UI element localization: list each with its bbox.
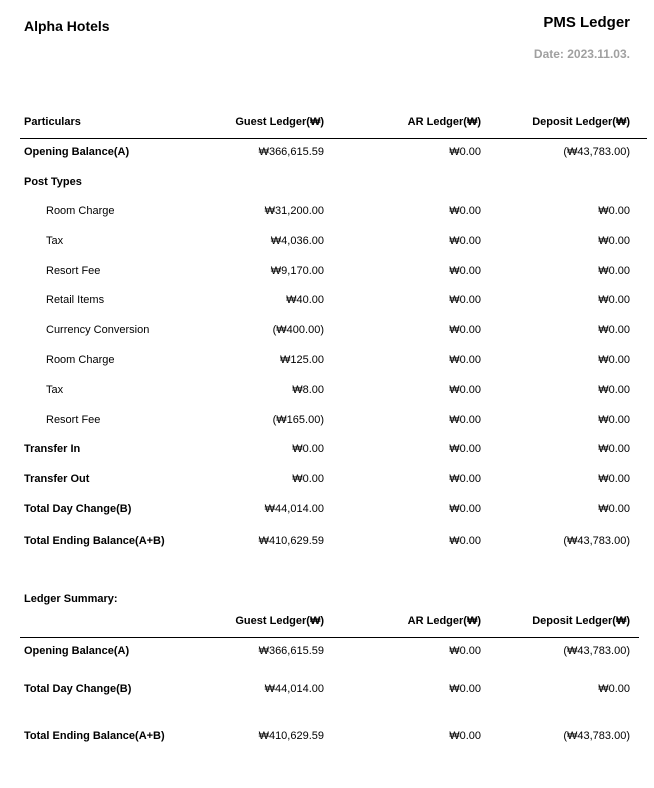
ledger-guest-ledger-cell: (₩400.00) <box>272 324 324 336</box>
ledger-deposit-ledger-cell: ₩0.00 <box>598 384 630 396</box>
summary-ar-ledger-cell: ₩0.00 <box>449 730 481 742</box>
ledger-row <box>0 235 654 251</box>
ledger-deposit-ledger-cell: ₩0.00 <box>598 443 630 455</box>
summary-column-header-deposit-ledger: Deposit Ledger(₩) <box>532 615 630 627</box>
report-title: PMS Ledger <box>543 14 630 31</box>
ledger-guest-ledger-cell: ₩31,200.00 <box>264 205 324 217</box>
ledger-header-row <box>0 116 654 132</box>
ledger-ar-ledger-cell: ₩0.00 <box>449 205 481 217</box>
ledger-row <box>0 535 654 551</box>
ledger-header-divider <box>20 138 647 139</box>
ledger-deposit-ledger-cell: ₩0.00 <box>598 473 630 485</box>
ledger-label-cell: Room Charge <box>46 354 115 366</box>
ledger-ar-ledger-cell: ₩0.00 <box>449 384 481 396</box>
ledger-row <box>0 443 654 459</box>
ledger-label-cell: Resort Fee <box>46 265 101 277</box>
ledger-guest-ledger-cell: ₩410,629.59 <box>258 535 324 547</box>
ledger-guest-ledger-cell: ₩0.00 <box>292 443 324 455</box>
ledger-deposit-ledger-cell: ₩0.00 <box>598 294 630 306</box>
summary-label-cell: Total Ending Balance(A+B) <box>24 730 165 742</box>
report-date: Date: 2023.11.03. <box>533 47 630 61</box>
ledger-guest-ledger-cell: ₩44,014.00 <box>264 503 324 515</box>
ledger-ar-ledger-cell: ₩0.00 <box>449 354 481 366</box>
summary-column-header-guest-ledger: Guest Ledger(₩) <box>235 615 324 627</box>
ledger-label-cell: Transfer Out <box>24 473 90 485</box>
ledger-ar-ledger-cell: ₩0.00 <box>449 503 481 515</box>
ledger-label-cell: Currency Conversion <box>46 324 150 336</box>
ledger-label-cell: Tax <box>46 235 64 247</box>
ledger-ar-ledger-cell: ₩0.00 <box>449 443 481 455</box>
ledger-row <box>0 205 654 221</box>
column-header-particulars: Particulars <box>24 116 81 128</box>
ledger-ar-ledger-cell: ₩0.00 <box>449 414 481 426</box>
summary-deposit-ledger-cell: (₩43,783.00) <box>563 730 630 742</box>
summary-ar-ledger-cell: ₩0.00 <box>449 683 481 695</box>
summary-ar-ledger-cell: ₩0.00 <box>449 645 481 657</box>
summary-label-cell: Total Day Change(B) <box>24 683 132 695</box>
ledger-guest-ledger-cell: ₩366,615.59 <box>258 146 324 158</box>
ledger-ar-ledger-cell: ₩0.00 <box>449 235 481 247</box>
summary-deposit-ledger-cell: ₩0.00 <box>598 683 630 695</box>
ledger-guest-ledger-cell: ₩4,036.00 <box>270 235 324 247</box>
ledger-row <box>0 146 654 162</box>
ledger-label-cell: Opening Balance(A) <box>24 146 130 158</box>
summary-label-cell: Opening Balance(A) <box>24 645 130 657</box>
ledger-deposit-ledger-cell: ₩0.00 <box>598 265 630 277</box>
ledger-label-cell: Retail Items <box>46 294 105 306</box>
company-name: Alpha Hotels <box>24 18 110 34</box>
summary-column-header-ar-ledger: AR Ledger(₩) <box>407 615 481 627</box>
ledger-guest-ledger-cell: ₩125.00 <box>279 354 324 366</box>
ledger-row <box>0 176 654 192</box>
ledger-label-cell: Post Types <box>24 176 82 188</box>
ledger-label-cell: Room Charge <box>46 205 115 217</box>
ledger-label-cell: Tax <box>46 384 64 396</box>
ledger-row <box>0 354 654 370</box>
ledger-label-cell: Total Ending Balance(A+B) <box>24 535 165 547</box>
ledger-ar-ledger-cell: ₩0.00 <box>449 146 481 158</box>
ledger-deposit-ledger-cell: ₩0.00 <box>598 354 630 366</box>
ledger-guest-ledger-cell: ₩40.00 <box>286 294 324 306</box>
column-header-ar-ledger: AR Ledger(₩) <box>407 116 481 128</box>
ledger-ar-ledger-cell: ₩0.00 <box>449 473 481 485</box>
ledger-row <box>0 384 654 400</box>
summary-row <box>0 645 654 661</box>
ledger-deposit-ledger-cell: ₩0.00 <box>598 503 630 515</box>
ledger-row <box>0 503 654 519</box>
summary-guest-ledger-cell: ₩410,629.59 <box>258 730 324 742</box>
ledger-deposit-ledger-cell: ₩0.00 <box>598 414 630 426</box>
summary-row <box>0 683 654 699</box>
summary-header-divider <box>20 637 639 638</box>
ledger-label-cell: Resort Fee <box>46 414 101 426</box>
ledger-row <box>0 294 654 310</box>
summary-header-row <box>0 615 654 631</box>
summary-deposit-ledger-cell: (₩43,783.00) <box>563 645 630 657</box>
ledger-summary-title: Ledger Summary: <box>24 593 118 605</box>
ledger-row <box>0 324 654 340</box>
ledger-ar-ledger-cell: ₩0.00 <box>449 294 481 306</box>
summary-row <box>0 730 654 746</box>
ledger-row <box>0 473 654 489</box>
ledger-ar-ledger-cell: ₩0.00 <box>449 324 481 336</box>
ledger-label-cell: Total Day Change(B) <box>24 503 132 515</box>
ledger-guest-ledger-cell: ₩8.00 <box>292 384 324 396</box>
ledger-deposit-ledger-cell: ₩0.00 <box>598 205 630 217</box>
ledger-guest-ledger-cell: ₩9,170.00 <box>270 265 324 277</box>
ledger-guest-ledger-cell: ₩0.00 <box>292 473 324 485</box>
summary-guest-ledger-cell: ₩44,014.00 <box>264 683 324 695</box>
ledger-guest-ledger-cell: (₩165.00) <box>272 414 324 426</box>
summary-guest-ledger-cell: ₩366,615.59 <box>258 645 324 657</box>
ledger-ar-ledger-cell: ₩0.00 <box>449 535 481 547</box>
column-header-deposit-ledger: Deposit Ledger(₩) <box>532 116 630 128</box>
ledger-deposit-ledger-cell: (₩43,783.00) <box>563 146 630 158</box>
ledger-row <box>0 414 654 430</box>
ledger-ar-ledger-cell: ₩0.00 <box>449 265 481 277</box>
ledger-label-cell: Transfer In <box>24 443 81 455</box>
ledger-deposit-ledger-cell: (₩43,783.00) <box>563 535 630 547</box>
ledger-deposit-ledger-cell: ₩0.00 <box>598 324 630 336</box>
ledger-deposit-ledger-cell: ₩0.00 <box>598 235 630 247</box>
column-header-guest-ledger: Guest Ledger(₩) <box>235 116 324 128</box>
ledger-row <box>0 265 654 281</box>
